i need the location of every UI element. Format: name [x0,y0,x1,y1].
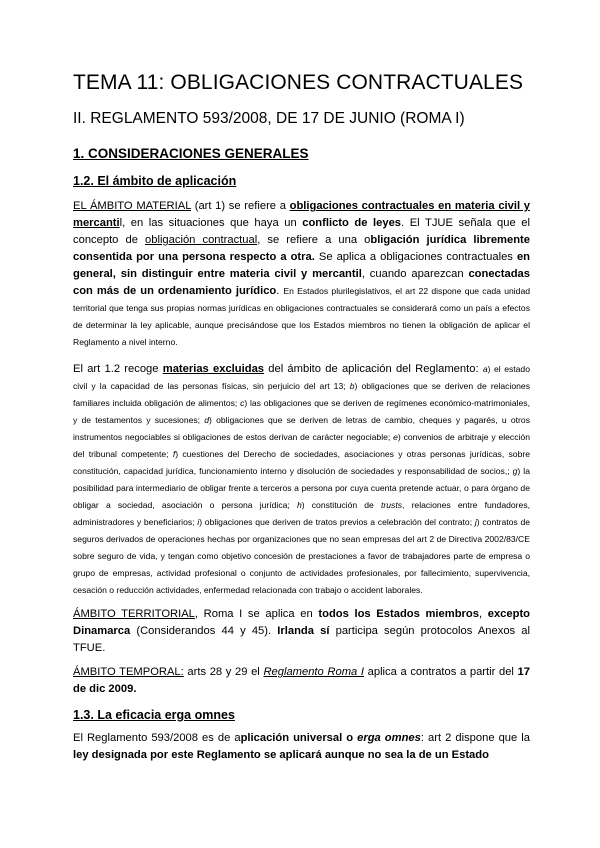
paragraph-materias-excluidas: El art 1.2 recoge materias excluidas del ámbito de aplicación del Reglamento: a) el estado civil y la capacidad de las personas físicas, sin perjuicio del art 13; b) obligaciones que se deriven de relaciones familiares incluida obligación de alimentos; c) las obligaciones que se deriven de regímenes económico-matrimoniales, y de testamentos y sucesiones; d) obligaciones que se deriven de letras de cambio, cheques y pagarés, u otros instrumentos negociables si obligaciones de estos derivan de carácter negociable; e) convenios de arbitraje y elección del tribunal competente; f) cuestiones del Derecho de sociedades, asociaciones y otras personas jurídicas, sobre constitución, capacidad jurídica, funcionamiento interno y disolución de sociedades y responsabilidad de socios,; g) la posibilidad para intermediario de obligar frente a terceros a persona por cuya cuenta pretende actuar, o para órgano de obligar a sociedad, asociación o persona jurídica; h) constitución de trusts, relaciones entre fundadores, administradores y beneficiarios; i) obligaciones que deriven de tratos previos a celebración del contrato; j) contratos de seguros derivados de operaciones hechas por organizaciones que no sean empresas del art 2 de Directiva 2002/83/CE sobre seguro de vida, y tengan como objetivo concesión de prestaciones a favor de trabajadores parte de empresa o grupo de empresas, actividad profesional o conjunto de actividades profesionales, por fallecimiento, supervivencia, cesación o reducción actividades, enfermedad relacionada con trabajo o accident laborales. [73,363,531,595]
paragraph-ambito-territorial: ÁMBITO TERRITORIAL, Roma I se aplica en todos los Estados miembros, excepto Dinamarca (Considerandos 44 y 45). Irlanda sí participa según protocolos Anexos al TFUE. [73,608,531,654]
term-obligaciones-contractuales: obligaciones contractuales en materia civil y mercanti [73,200,530,229]
term-ambito-territorial: ÁMBITO TERRITORIAL [73,608,195,620]
paragraph-ambito-material: EL ÁMBITO MATERIAL (art 1) se refiere a obligaciones contractuales en materia civil y mercantil, en las situaciones que haya un conflicto de leyes. El TJUE señala que el concepto de obligación contractual, se refiere a una obligación jurídica libremente consentida por una persona respecto a otra. Se aplica a obligaciones contractuales en general, sin distinguir entre materia civil y mercantil, cuando aparezcan conectadas con más de un ordenamiento jurídico. En Estados plurilegislativos, el art 22 dispone que cada unidad territorial que tenga sus propias normas jurídicas en obligaciones contractuales se considerará como un país a efectos de determinar la ley aplicable, aunque precisándose que los Estados miembros no tienen la obligación de aplicar el Reglamento a nivel interno. [73,200,531,347]
paragraph-eficacia-erga-omnes: El Reglamento 593/2008 es de aplicación universal o erga omnes: art 2 dispone que la ley designada por este Reglamento se aplicará aunque no sea la de un Estado [73,732,530,761]
paragraph-ambito-temporal: ÁMBITO TEMPORAL: arts 28 y 29 el Reglamento Roma I aplica a contratos a partir del 17 de dic 2009. [73,666,530,695]
term-materias-excluidas: materias excluidas [162,363,265,375]
document-page [73,68,530,764]
subsection-heading-eficacia: 1.3. La eficacia erga omnes [73,708,235,722]
section-heading-consideraciones: 1. CONSIDERACIONES GENERALES [73,146,309,161]
note-plurilegislativos: En Estados plurilegislativos, el art 22 dispone que cada unidad territorial que tenga sus propias normas jurídicas en obligaciones contractuales se considerará como un país a efectos de determinar la ley aplicable, aunque precisándose que los Estados miembros no tienen la obligación de aplicar el Reglamento a nivel interno. [73,286,531,347]
subsection-heading-ambito: 1.2. El ámbito de aplicación [73,174,237,188]
document-title: TEMA 11: OBLIGACIONES CONTRACTUALES [73,71,524,94]
term-ambito-material: EL ÁMBITO MATERIAL [73,200,192,212]
document-subtitle: II. REGLAMENTO 593/2008, DE 17 DE JUNIO (ROMA I) [73,110,465,127]
term-ambito-temporal: ÁMBITO TEMPORAL: [73,666,184,678]
